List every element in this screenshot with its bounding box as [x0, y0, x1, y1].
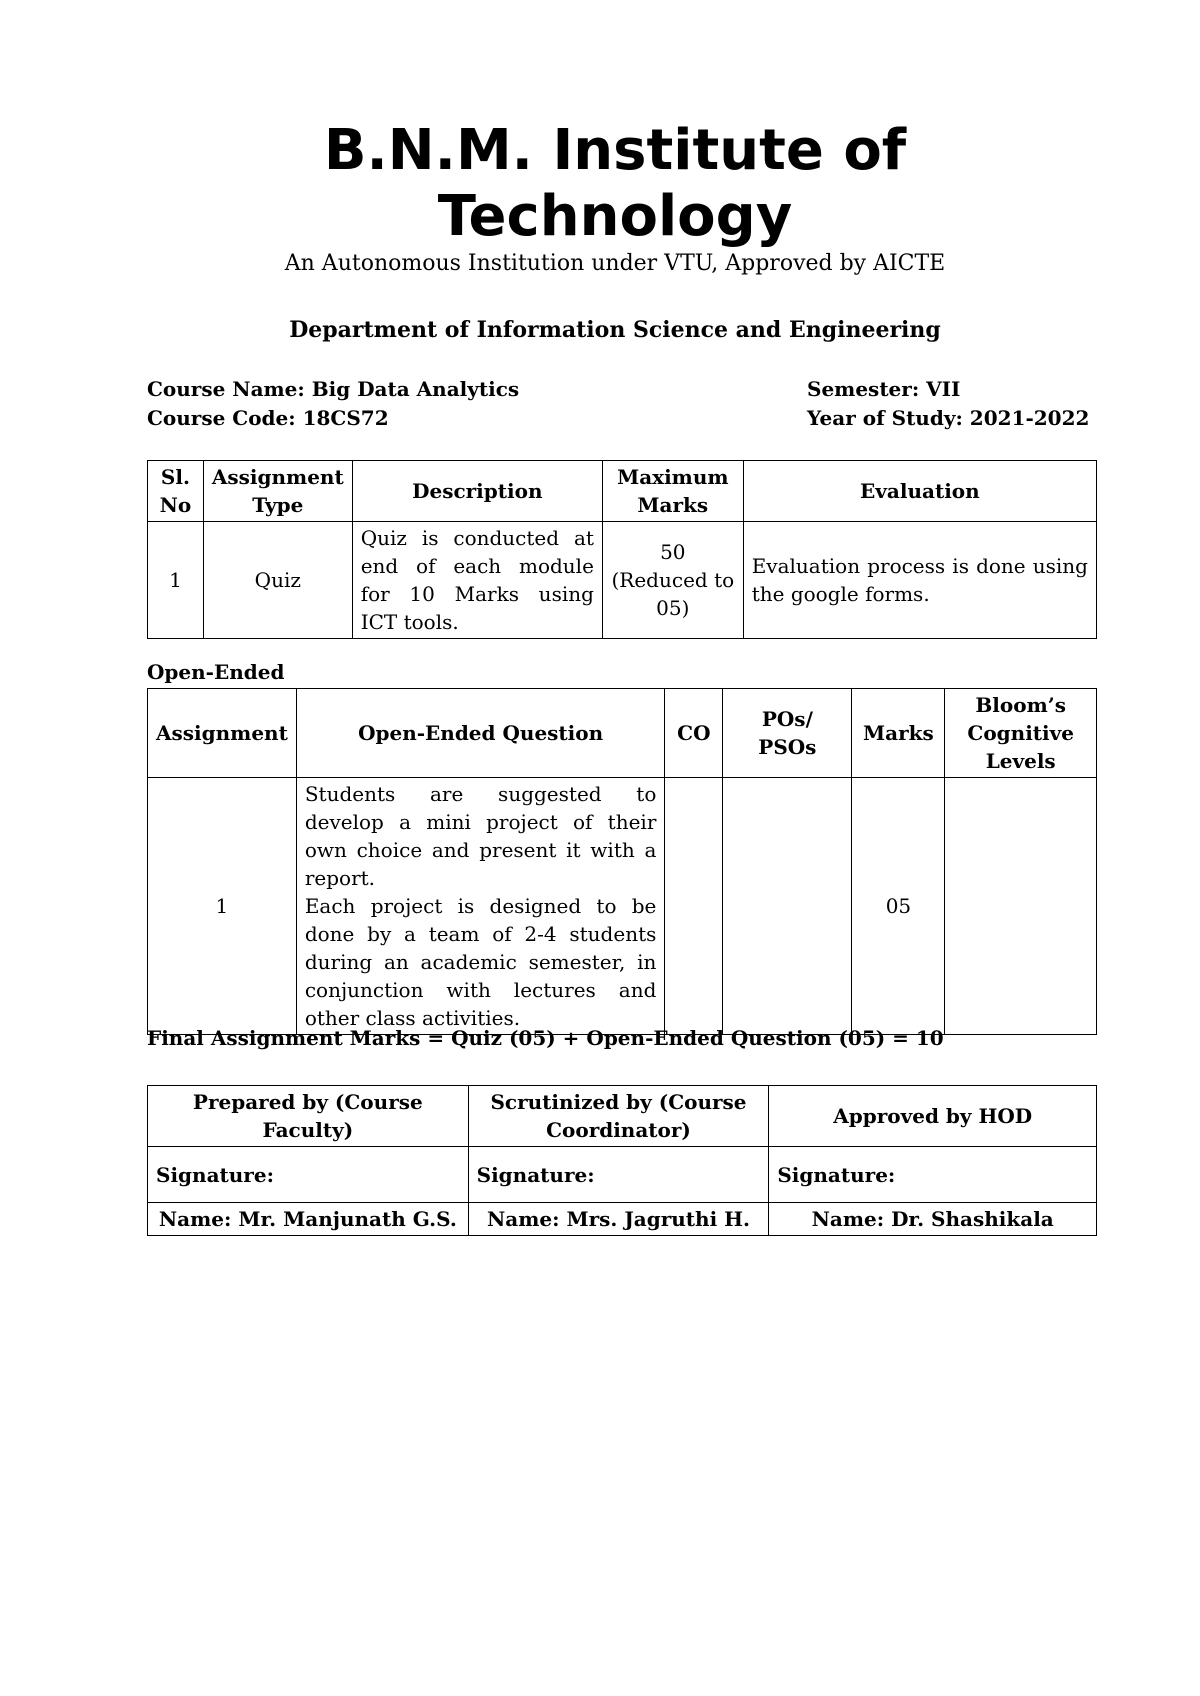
cell-sl: 1 [148, 522, 204, 639]
signature-table [147, 1085, 1097, 1236]
col-blooms-levels: Bloom’s Cognitive Levels [945, 689, 1097, 778]
col-sl-no: Sl. No [148, 461, 204, 522]
assignment-header-row [148, 461, 1097, 522]
col-assignment-type: Assignment Type [203, 461, 352, 522]
institution-title: B.N.M. Institute of Technology [323, 118, 907, 249]
prepared-by-label: Prepared by (Course Faculty) [192, 1090, 423, 1142]
semester: Semester: VII [807, 377, 961, 401]
open-ended-header-row [148, 689, 1097, 778]
cell-evaluation: Evaluation process is done using the google forms. [743, 522, 1096, 639]
course-name: Course Name: Big Data Analytics [147, 377, 520, 401]
name-coordinator: Name: Mrs. Jagruthi H. [468, 1203, 769, 1236]
prepared-by [148, 1086, 469, 1147]
col-co: CO [665, 689, 723, 778]
cell-marks: 05 [852, 778, 945, 1035]
year-of-study: Year of Study: 2021-2022 [807, 406, 1090, 430]
assignment-table [147, 460, 1097, 639]
cell-co [665, 778, 723, 1035]
question-paragraph-2: Each project is designed to be done by a team of 2-4 students during an academic semester, in conjunction with lectures and other class activities. [304, 894, 657, 1030]
col-description: Description [352, 461, 602, 522]
final-assignment-marks: Final Assignment Marks = Quiz (05) + Open-Ended Question (05) = 10 [147, 1026, 944, 1050]
course-info-right [807, 375, 1089, 433]
signature-hod: Signature: [769, 1147, 1097, 1203]
signature-row [148, 1147, 1097, 1203]
department-title: Department of Information Science and Engineering [289, 317, 941, 343]
col-pos-psos: POs/ PSOs [723, 689, 852, 778]
signature-faculty: Signature: [148, 1147, 469, 1203]
col-evaluation: Evaluation [743, 461, 1096, 522]
cell-question [296, 778, 665, 1035]
cell-description: Quiz is conducted at end of each module for 10 Marks using ICT tools. [352, 522, 602, 639]
table-row [148, 778, 1097, 1035]
cell-pos [723, 778, 852, 1035]
open-ended-table [147, 688, 1097, 1035]
col-maximum-marks: Maximum Marks [602, 461, 743, 522]
name-hod: Name: Dr. Shashikala [769, 1203, 1097, 1236]
cell-assignment: 1 [148, 778, 297, 1035]
cell-type: Quiz [203, 522, 352, 639]
approved-by: Approved by HOD [769, 1086, 1097, 1147]
signature-header-row [148, 1086, 1097, 1147]
table-row [148, 522, 1097, 639]
col-marks: Marks [852, 689, 945, 778]
question-paragraph-1: Students are suggested to develop a mini project of their own choice and present it with a report. [304, 782, 657, 890]
scrutinized-by [468, 1086, 769, 1147]
cell-blooms [945, 778, 1097, 1035]
signature-coordinator: Signature: [468, 1147, 769, 1203]
institution-subtitle: An Autonomous Institution under VTU, Approved by AICTE [284, 251, 946, 276]
name-faculty: Name: Mr. Manjunath G.S. [148, 1203, 469, 1236]
course-code: Course Code: 18CS72 [147, 406, 389, 430]
open-ended-label: Open-Ended [147, 660, 285, 684]
course-info-left [147, 375, 519, 433]
scrutinized-by-label: Scrutinized by (Course Coordinator) [490, 1090, 747, 1142]
col-open-ended-question: Open-Ended Question [296, 689, 665, 778]
names-row [148, 1203, 1097, 1236]
col-assignment: Assignment [148, 689, 297, 778]
cell-max-marks: 50 (Reduced to 05) [602, 522, 743, 639]
